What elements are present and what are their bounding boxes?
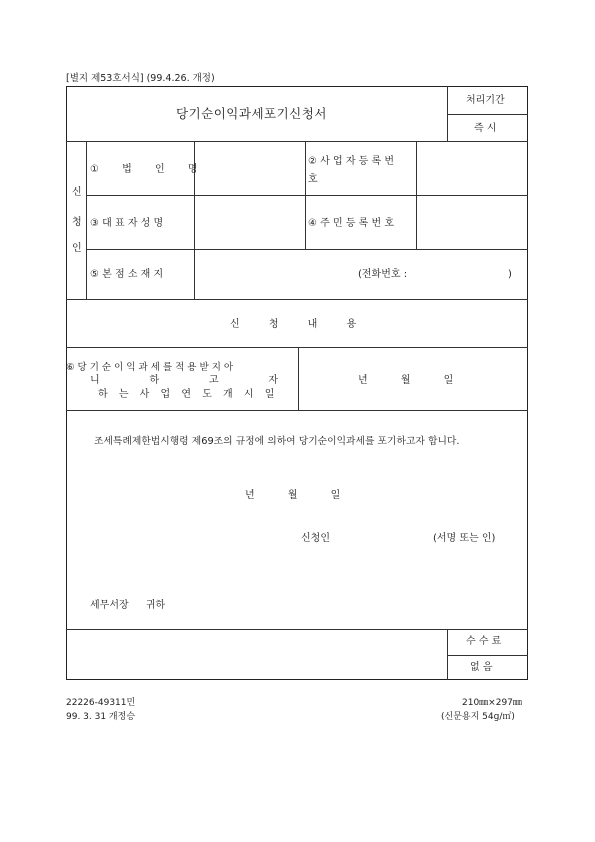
divider (86, 195, 528, 196)
resident-reg-field[interactable] (418, 197, 526, 247)
paper-size: 210㎜×297㎜ (462, 698, 522, 708)
divider (66, 347, 528, 348)
application-content-label: 신 청 내 용 (230, 319, 357, 330)
item6-char: 고 (208, 375, 219, 386)
rep-name-field[interactable] (196, 197, 303, 247)
applicant-sign-label: 신청인 (301, 533, 330, 544)
approval-note: 99. 3. 31 개정승 (66, 712, 136, 722)
phone-label: (전화번호 : (358, 269, 408, 280)
item6-label-cont: 하 는 사 업 연 도 개 시 일 (98, 389, 275, 400)
divider (66, 629, 528, 630)
divider (447, 655, 528, 656)
divider (66, 299, 528, 300)
sign-note: (서명 또는 인) (433, 533, 496, 544)
fee-value: 없 음 (470, 662, 493, 673)
corp-name-label: ① 법 인 명 (90, 164, 198, 175)
form-code: 22226-49311민 (66, 698, 136, 708)
item6-char: 하 (149, 375, 160, 386)
item6-char: 니 (90, 375, 100, 386)
resident-reg-label: ④ 주 민 등 록 번 호 (308, 218, 394, 229)
form-number-note: [별지 제53호서식] (99.4.26. 개정) (66, 73, 215, 84)
sign-date[interactable]: 년 월 일 (245, 490, 341, 501)
form-title: 당기순이익과세포기신청서 (176, 106, 327, 121)
business-reg-field[interactable] (418, 143, 526, 193)
item6-char: 자 (268, 375, 278, 386)
divider (298, 347, 299, 410)
business-reg-label: ② 사 업 자 등 록 번 (308, 156, 394, 167)
recipient: 세무서장 귀하 (90, 600, 166, 611)
item6-label-spread (90, 376, 278, 386)
item6-label: ⑥ 당 기 순 이 익 과 세 를 적 용 받 지 아 (66, 362, 234, 373)
head-office-label: ⑤ 본 점 소 재 지 (90, 269, 164, 280)
processing-period-value: 즉 시 (474, 123, 497, 134)
item6-date[interactable]: 년 월 일 (358, 375, 454, 386)
declaration-text: 조세특례제한법시행령 제69조의 규정에 의하여 당기순이익과세를 포기하고자 합니다. (94, 436, 460, 447)
business-reg-label-cont: 호 (308, 174, 318, 185)
divider (66, 141, 528, 142)
applicant-label-char: 인 (72, 243, 82, 254)
applicant-label-char: 신 (72, 187, 82, 198)
fee-label: 수 수 료 (466, 636, 502, 647)
processing-period-label: 처리기간 (466, 95, 505, 106)
divider (447, 114, 528, 115)
rep-name-label: ③ 대 표 자 성 명 (90, 218, 164, 229)
divider (86, 141, 87, 299)
applicant-label-char: 청 (72, 217, 82, 228)
divider (66, 410, 528, 411)
divider (86, 249, 528, 250)
corp-name-field[interactable] (196, 143, 303, 193)
paper-spec: (신문용지 54g/㎡) (441, 712, 515, 722)
phone-close: ) (508, 269, 512, 280)
